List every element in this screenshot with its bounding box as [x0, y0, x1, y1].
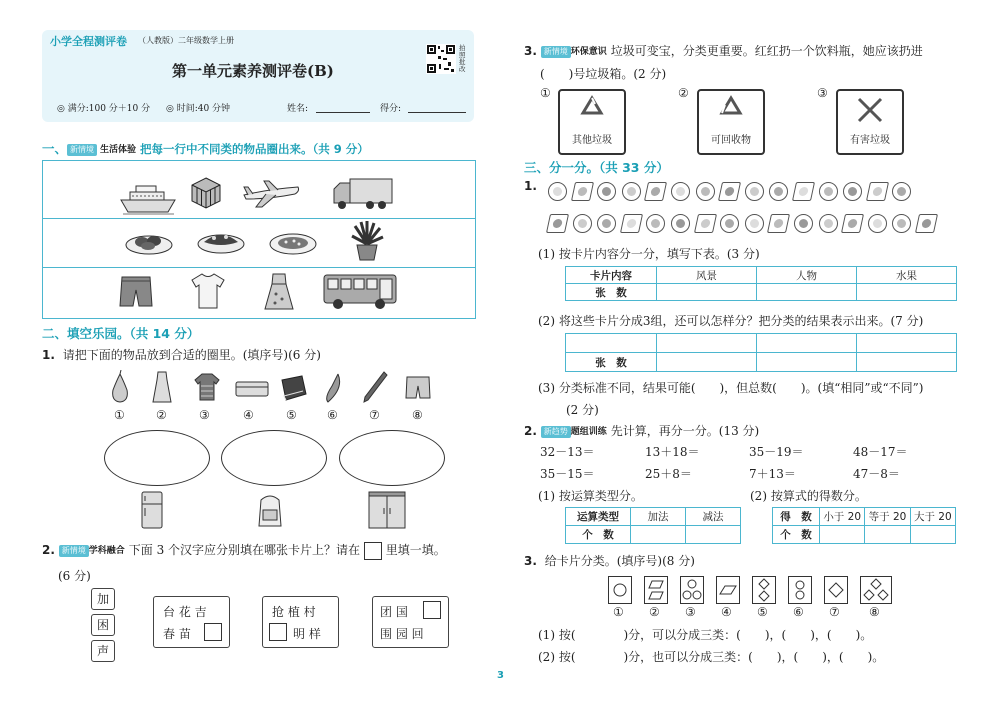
- shorts-icon[interactable]: [118, 274, 154, 310]
- answer-cell[interactable]: [657, 334, 757, 353]
- shape-label: ③: [685, 605, 696, 619]
- truck-icon[interactable]: [330, 173, 396, 213]
- answer-cell[interactable]: [757, 334, 857, 353]
- section3-heading: 三、分一分。（共 33 分）: [524, 160, 669, 175]
- shape-card-8[interactable]: [860, 576, 892, 604]
- page-number: 3: [497, 670, 504, 681]
- operation-type-table: 运算类型 加法 减法 个 数: [565, 507, 741, 544]
- section1-heading: 一、 新情境 生活体验 把每一行中不同类的物品圈出来。（共 9 分）: [42, 141, 369, 156]
- shape-label: ②: [649, 605, 660, 619]
- name-label: 姓名:: [287, 104, 309, 114]
- bin-recyclable[interactable]: 可回收物: [697, 89, 765, 155]
- custom-group-table: 张 数: [565, 333, 957, 372]
- shape-card-3[interactable]: [680, 576, 704, 604]
- picture-card[interactable]: [620, 214, 643, 233]
- q3-answer-line: ( )号垃圾箱。(2 分): [540, 67, 667, 81]
- shape-label: ⑤: [757, 605, 768, 619]
- answer-cell[interactable]: [910, 526, 955, 544]
- picture-card[interactable]: [720, 214, 739, 233]
- section2-heading: 二、填空乐园。（共 14 分）: [42, 326, 200, 341]
- sorting-circle[interactable]: [104, 430, 210, 486]
- t-shirt-icon[interactable]: [190, 272, 226, 310]
- s3-q1-part3-score: (2 分): [566, 403, 599, 417]
- s3-q1-part3: (3) 分类标准不同，结果可能( )，但总数( )。(填“相同”或“不同”): [538, 381, 924, 395]
- s3-q3-part1: (1) 按( )分，可以分成三类：( )，( )，( )。: [538, 628, 873, 642]
- rubiks-cube-icon[interactable]: [189, 176, 223, 210]
- bin-marker: ③: [817, 86, 828, 100]
- pencil-case-icon[interactable]: [234, 378, 270, 400]
- item-label: ②: [156, 408, 167, 422]
- s3-q1-part1: (1) 按卡片内容分一分，填写下表。(3 分): [538, 247, 760, 261]
- picture-card[interactable]: [843, 182, 862, 201]
- item-label: ④: [243, 408, 254, 422]
- answer-cell[interactable]: [631, 526, 686, 544]
- bean-icon[interactable]: [322, 372, 344, 404]
- picture-card[interactable]: [671, 182, 690, 201]
- answer-box[interactable]: [423, 601, 441, 619]
- calc-item: 32－13＝: [540, 445, 595, 459]
- qr-code-icon: [426, 44, 456, 74]
- hazard-icon: [855, 95, 885, 125]
- s2-q2: 2. 新情境 学科融合 下面 3 个汉字应分别填在哪张卡片上？请在 里填一填。: [42, 541, 446, 560]
- calc-item: 35－15＝: [540, 467, 595, 481]
- item-label: ⑥: [327, 408, 338, 422]
- series-name: 小学全程测评卷: [50, 35, 127, 48]
- bin-marker: ②: [678, 86, 689, 100]
- s3-q2-part1: (1) 按运算类型分。: [538, 489, 643, 503]
- item-label: ①: [114, 408, 125, 422]
- shape-label: ⑥: [793, 605, 804, 619]
- backpack-icon: [253, 492, 287, 530]
- shape-card-4[interactable]: [716, 576, 740, 604]
- picture-card[interactable]: [597, 214, 616, 233]
- picture-card[interactable]: [868, 214, 887, 233]
- shorts-icon[interactable]: [404, 374, 432, 402]
- calc-item: 13＋18＝: [645, 445, 700, 459]
- name-field[interactable]: [316, 112, 370, 113]
- refrigerator-icon: [140, 490, 164, 530]
- airplane-icon[interactable]: [240, 175, 302, 211]
- picture-card[interactable]: [866, 182, 889, 201]
- picture-card[interactable]: [671, 214, 690, 233]
- dish-icon[interactable]: [268, 229, 318, 257]
- answer-box-sample: [364, 542, 382, 560]
- picture-card[interactable]: [892, 214, 911, 233]
- char-card[interactable]: 声: [91, 640, 115, 662]
- item-label: ③: [199, 408, 210, 422]
- bin-hazardous[interactable]: 有害垃圾: [836, 89, 904, 155]
- pen-icon[interactable]: [362, 370, 388, 404]
- picture-card[interactable]: [819, 182, 838, 201]
- answer-cell[interactable]: [657, 284, 757, 301]
- pear-icon[interactable]: [108, 370, 132, 404]
- picture-card[interactable]: [892, 182, 911, 201]
- picture-card[interactable]: [841, 214, 864, 233]
- picture-card[interactable]: [794, 214, 813, 233]
- char-card[interactable]: 加: [91, 588, 115, 610]
- item-label: ⑦: [369, 408, 380, 422]
- shape-card-7[interactable]: [824, 576, 848, 604]
- answer-box[interactable]: [204, 623, 222, 641]
- edition-label: （人教版）二年级数学上册: [138, 36, 234, 45]
- s3-q2-part2: (2) 按算式的得数分。: [750, 489, 867, 503]
- s2-q1: 1. 请把下面的物品放到合适的圈里。(填序号)(6 分): [42, 348, 321, 362]
- wardrobe-icon: [367, 490, 407, 532]
- time-limit: ◎ 时间:40 分钟: [166, 104, 231, 114]
- dish-icon[interactable]: [124, 229, 174, 257]
- s3-q2: 2. 新趋势 题组训练 先计算，再分一分。(13 分): [524, 424, 760, 438]
- picture-card[interactable]: [718, 182, 741, 201]
- page-title: 第一单元素养测评卷(B): [172, 62, 334, 80]
- picture-card[interactable]: [597, 182, 616, 201]
- dish-icon[interactable]: [196, 226, 246, 256]
- char-card[interactable]: 困: [91, 614, 115, 636]
- picture-card[interactable]: [694, 214, 717, 233]
- picture-card[interactable]: [745, 182, 764, 201]
- s3-q3-part2: (2) 按( )分，也可以分成三类：( )，( )，( )。: [538, 650, 885, 664]
- shape-card-1[interactable]: [608, 576, 632, 604]
- bin-other-waste[interactable]: 其他垃圾: [558, 89, 626, 155]
- s3-q1-part2: (2) 将这些卡片分成3组，还可以怎样分？把分类的结果表示出来。(7 分): [538, 314, 924, 328]
- item-label: ⑤: [286, 408, 297, 422]
- picture-card[interactable]: [696, 182, 715, 201]
- potted-plant-icon[interactable]: [347, 220, 387, 262]
- answer-cell[interactable]: [686, 526, 741, 544]
- recycle-icon: [577, 95, 607, 125]
- answer-cell[interactable]: [566, 334, 657, 353]
- shape-card-2[interactable]: [644, 576, 668, 604]
- s3-q1-number: 1.: [524, 179, 537, 193]
- score-label: 得分:: [380, 104, 402, 114]
- shape-label: ①: [613, 605, 624, 619]
- dress-icon[interactable]: [151, 370, 173, 404]
- sorting-circle[interactable]: [221, 430, 327, 486]
- bus-icon[interactable]: [322, 272, 398, 312]
- answer-cell[interactable]: [757, 353, 857, 372]
- picture-card[interactable]: [819, 214, 838, 233]
- word-card-3: 团 国 围 园 回: [372, 596, 449, 648]
- picture-card[interactable]: [646, 214, 665, 233]
- answer-cell[interactable]: [757, 284, 857, 301]
- sorting-circle[interactable]: [339, 430, 445, 486]
- recycle-icon: [716, 95, 746, 125]
- answer-box[interactable]: [269, 623, 287, 641]
- picture-card[interactable]: [644, 182, 667, 201]
- picture-card[interactable]: [546, 214, 569, 233]
- word-card-2: 抢 植 村 明 样: [262, 596, 339, 648]
- calc-item: 35－19＝: [749, 445, 804, 459]
- picture-card[interactable]: [767, 214, 790, 233]
- calc-item: 47－8＝: [853, 467, 900, 481]
- calc-item: 7＋13＝: [749, 467, 796, 481]
- full-score: ◎ 满分:100 分＋10 分: [57, 104, 151, 114]
- shape-label: ⑦: [829, 605, 840, 619]
- dress-icon[interactable]: [262, 272, 296, 312]
- calc-item: 48－17＝: [853, 445, 908, 459]
- picture-card[interactable]: [622, 182, 641, 201]
- content-count-table: 卡片内容 风景 人物 水果 张 数: [565, 266, 957, 301]
- answer-cell[interactable]: [820, 526, 865, 544]
- answer-cell[interactable]: [857, 334, 957, 353]
- bin-marker: ①: [540, 86, 551, 100]
- picture-card[interactable]: [573, 214, 592, 233]
- q3-garbage: 3. 新情境 环保意识 垃圾可变宝，分类更重要。红红扔一个饮料瓶，她应该扔进: [524, 44, 923, 58]
- answer-cell[interactable]: [657, 353, 757, 372]
- s2-q2-score: (6 分): [58, 569, 91, 583]
- picture-card[interactable]: [548, 182, 567, 201]
- shape-label: ④: [721, 605, 732, 619]
- shape-label: ⑧: [869, 605, 880, 619]
- s3-q3: 3. 给卡片分类。(填序号)(8 分): [524, 554, 695, 568]
- score-field[interactable]: [408, 112, 466, 113]
- sweater-icon[interactable]: [193, 372, 221, 402]
- answer-cell[interactable]: [857, 284, 957, 301]
- shape-card-5[interactable]: [752, 576, 776, 604]
- picture-card[interactable]: [571, 182, 594, 201]
- result-range-table: 得 数 小于 20 等于 20 大于 20 个 数: [772, 507, 956, 544]
- book-icon[interactable]: [278, 374, 308, 402]
- picture-card[interactable]: [915, 214, 938, 233]
- word-card-1: 台 花 吉 春 苗: [153, 596, 230, 648]
- item-label: ⑧: [412, 408, 423, 422]
- answer-cell[interactable]: [865, 526, 910, 544]
- picture-card[interactable]: [745, 214, 764, 233]
- shape-card-6[interactable]: [788, 576, 812, 604]
- picture-card[interactable]: [769, 182, 788, 201]
- qr-caption: 拍照批改: [459, 44, 466, 73]
- answer-cell[interactable]: [857, 353, 957, 372]
- cruise-ship-icon[interactable]: [118, 180, 178, 216]
- calc-item: 25＋8＝: [645, 467, 692, 481]
- picture-card[interactable]: [792, 182, 815, 201]
